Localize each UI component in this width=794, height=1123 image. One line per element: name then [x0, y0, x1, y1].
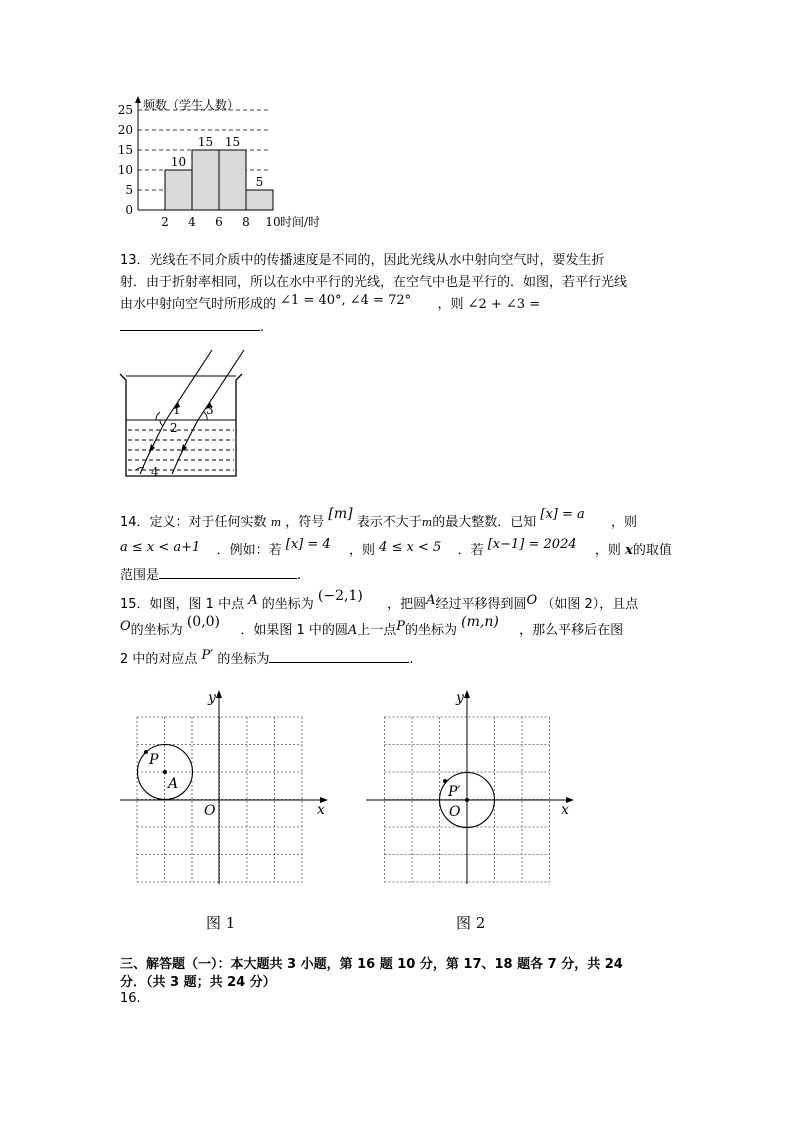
histogram-y-tick: 10	[117, 163, 133, 177]
histogram-bar	[165, 170, 192, 210]
q14-line-2: a ≤ x < a+1 ．例如：若 [x] = 4 ，则 4 ≤ x < 5 ．若 [x−1] = 2024 ，则 x的取值	[120, 537, 672, 558]
fig1-y-label: y	[208, 690, 216, 706]
q14-given-eq: [x] = a	[540, 507, 585, 522]
question-16-number: 16.	[120, 991, 141, 1006]
angle-label-3: 3	[206, 403, 214, 417]
histogram-bar-value-label: 10	[170, 155, 187, 169]
histogram-bar	[192, 150, 219, 210]
q13-text-then: ，则	[437, 297, 464, 312]
coordinate-figure-2	[358, 686, 588, 936]
histogram-y-tick: 0	[125, 203, 133, 217]
fig1-point-p-label: P	[149, 752, 159, 768]
fig2-caption: 图 2	[456, 914, 486, 932]
fig2-y-label: y	[456, 690, 464, 706]
fig1-x-label: x	[317, 802, 325, 818]
q13-text: 由水中射向空气时所形成的	[120, 297, 277, 312]
angle-label-2: 2	[170, 421, 178, 435]
q13-line-4: .	[120, 318, 264, 336]
q14-ineq: a ≤ x < a+1	[120, 540, 201, 555]
fig1-point-a-label: A	[168, 776, 179, 792]
point-p-coord: (m,n)	[461, 614, 499, 630]
point-o-coord: (0,0)	[186, 614, 221, 630]
coordinate-figure-1	[112, 686, 342, 936]
histogram-bar-value-label: 15	[197, 135, 214, 149]
histogram-bar	[219, 150, 246, 210]
fig1-origin-label: O	[204, 803, 216, 819]
histogram-x-axis-label: 时间/时	[280, 215, 321, 229]
histogram-y-tick: 5	[125, 183, 133, 197]
histogram-y-tick: 20	[117, 123, 133, 137]
section-3-line-1: 三、解答题（一）：本大题共 3 小题，第 16 题 10 分，第 17、18 题各 7 分，共 24	[120, 957, 623, 972]
q13-line-1: 13．光线在不同介质中的传播速度是不同的，因此光线从水中射向空气时，要发生折	[120, 253, 605, 268]
point-a-coord: (−2,1)	[317, 588, 363, 604]
fig2-x-label: x	[561, 802, 569, 818]
q13-line-3	[120, 293, 541, 313]
histogram-bar-value-label: 15	[224, 135, 241, 149]
histogram-x-tick: 10	[265, 215, 281, 229]
q15-line-2: O的坐标为 (0,0) ．如果图 1 中的圆A上一点P的坐标为 (m,n) ，那么平移后在图	[120, 614, 624, 638]
angle-label-4: 4	[151, 465, 159, 479]
q13-angle-sum: ∠2 + ∠3 =	[467, 297, 541, 312]
histogram-y-tick: 25	[117, 103, 133, 117]
histogram-x-tick: 6	[215, 215, 223, 229]
histogram-y-axis-label: 频数（学生人数）	[143, 98, 240, 112]
histogram-x-tick: 8	[242, 215, 250, 229]
histogram-x-tick: 2	[161, 215, 169, 229]
q15-line-1: 15．如图，图 1 中点 A 的坐标为 (−2,1) ，把圆A经过平移得到圆O （如图 2），且点	[120, 588, 639, 612]
fig1-caption: 图 1	[206, 914, 236, 932]
histogram-bar	[246, 190, 273, 210]
fig2-origin-label: O	[449, 804, 461, 820]
q14-answer-blank[interactable]	[159, 566, 297, 579]
q13-angle-values: ∠1 = 40°, ∠4 = 72°	[280, 293, 412, 308]
q14-line-1: 14．定义：对于任何实数 m ，符号 [m] 表示不大于m的最大整数．已知 [x] = a ，则	[120, 506, 638, 530]
beaker-refraction-figure	[118, 346, 248, 482]
fig2-point-p-prime-label: P′	[448, 784, 461, 800]
section-3-line-2: 分．（共 3 题；共 24 分）	[120, 975, 276, 990]
q14-line-3: 范围是 .	[120, 568, 302, 583]
q15-answer-blank[interactable]	[269, 650, 409, 663]
q13-answer-blank[interactable]	[120, 318, 260, 331]
histogram-bar-value-label: 5	[255, 175, 264, 189]
histogram-y-tick: 15	[117, 143, 133, 157]
bracket-m: [m]	[328, 506, 353, 522]
angle-label-1: 1	[173, 403, 181, 417]
q13-line-2: 射．由于折射率相同，所以在水中平行的光线，在空气中也是平行的．如图，若平行光线	[120, 275, 628, 290]
frequency-histogram	[110, 92, 350, 232]
histogram-x-tick: 4	[188, 215, 196, 229]
q15-line-3: 2 中的对应点 P′ 的坐标为 .	[120, 648, 414, 667]
